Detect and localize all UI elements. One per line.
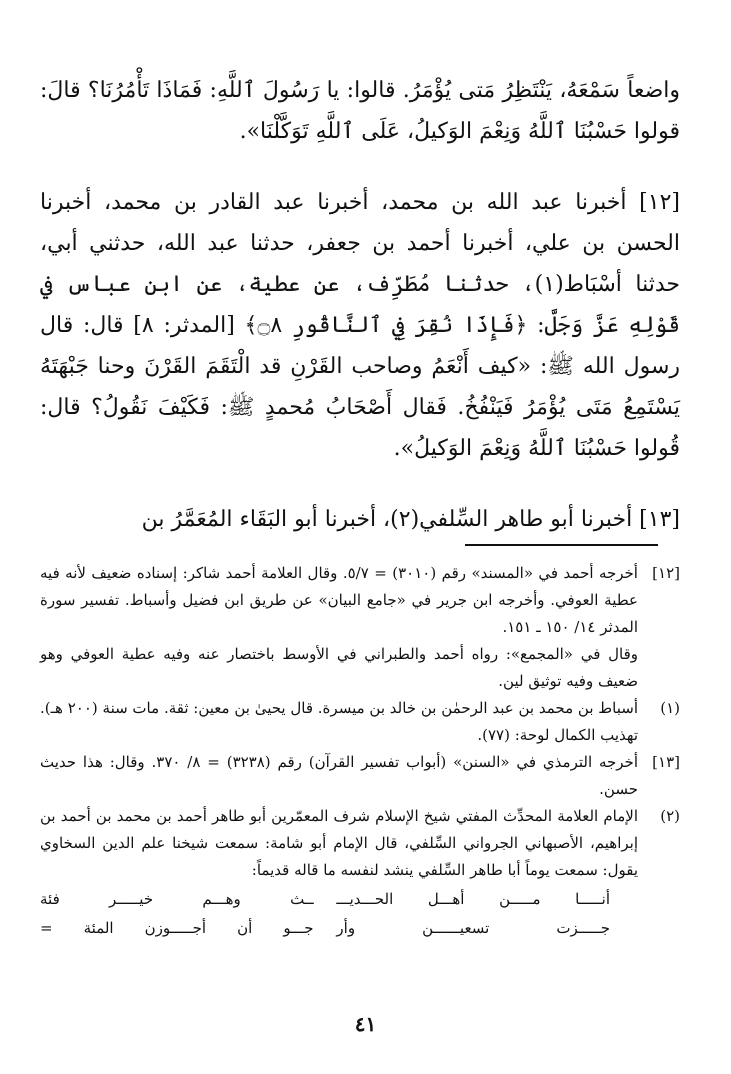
page-number: ٤١	[354, 1012, 377, 1036]
footnote-text: أخرجه أحمد في «المسند» رقم (٣٠١٠) = ٥/٧. وقال العلامة أحمد شاكر: إسناده ضعيف لأنه فيه عطية العوفي. وأخرجه ابن جرير في «جامع البيان» عن طريق ابن فضيل وأسباط. تفسير سورة المدثر ١٤/ ١٥٠ ـ ١٥١.	[40, 564, 638, 636]
footnote-text: أسباط بن محمد بن عبد الرحمٰن بن خالد بن ميسرة. قال يحيىٰ بن معين: ثقة. مات سنة (٢٠٠ هـ). تهذيب الكمال لوحة: (٧٧).	[40, 699, 639, 744]
paragraph-continuation: واضعاً سَمْعَهُ، يَنْتَظِرُ مَتى يُؤْمَرُ. قالوا: يا رَسُولَ ٱللَّهِ: فَمَاذَا تَأْمُرُنَا؟ قالَ: قولوا حَسْبُنَا ٱللَّهُ وَنِعْمَ الوَكيلُ، عَلَى ٱللَّهِ تَوَكَّلْنَا».	[40, 78, 680, 144]
footnote-separator	[465, 544, 658, 546]
verse-second-hemistich: جـــو أن أجـــــوزن المئة =	[40, 919, 314, 937]
verse-first-hemistich: أنـــــا مـــــن أهـــل الحـــديـــ	[336, 890, 610, 908]
footnote	[40, 749, 680, 803]
verse-first-hemistich: جـــــزت تسعيــــــن وأر	[336, 919, 610, 937]
footnote	[40, 560, 680, 695]
paragraph-hadith-13: [١٣] أخبرنا أبو طاهر السِّلفي(٢)، أخبرنا أبو البَقَاء المُعَمَّرُ بن	[141, 507, 680, 532]
poem-verse	[40, 915, 680, 942]
footnote-text: أخرجه الترمذي في «السنن» (أبواب تفسير القرآن) رقم (٣٢٣٨) = ٨/ ٣٧٠. وقال: هذا حديث حسن.	[40, 753, 638, 798]
footnotes	[40, 560, 680, 942]
paragraph-hadith-12: [١٢] أخبرنا عبد الله بن محمد، أخبرنا عبد القادر بن محمد، أخبرنا الحسن بن علي، أخبرنا أحمد بن جعفر، حدثنا عبد الله، حدثني أبي، حدثنا أسْبَاط(١)، حدثنا مُطَرِّف، عن عطية، عن ابن عباس في قَوْلِهِ عَزَّ وَجَلَّ: ﴿فَإِذَا نُقِرَ فِي ٱلنَّاقُورِ ۝٨﴾ [المدثر: ٨] قال: قال رسول الله ﷺ: «كيف أَنْعَمُ وصاحب القَرْنِ قد الْتَقَمَ القَرْنَ وحنا جَبْهَتَهُ يَسْتَمِعُ مَتَى يُؤْمَرُ فَيَنْفُخُ. فَقال أَصْحَابُ مُحمدٍ ﷺ: فَكَيْفَ نَقُولُ؟ قال: قُولوا حَسْبُنَا ٱللَّهُ وَنِعْمَ الوَكيلُ».	[40, 190, 681, 461]
footnote-number: (١)	[660, 699, 680, 717]
footnote	[40, 695, 680, 749]
footnote	[40, 803, 680, 884]
footnote-number: (٢)	[660, 807, 680, 825]
footnote-text: الإمام العلامة المحدِّث المفتي شيخ الإسلام شرف المعمّرين أبو طاهر أحمد بن محمد بن أحمد بن إبراهيم، الأصبهاني الجرواني السِّلفي، قال الإمام أبو شامة: سمعت شيخنا علم الدين السخاوي يقول: سمعت يوماً أبا طاهر السِّلفي ينشد لنفسه ما قاله قديماً:	[40, 807, 638, 879]
footnote-number: [١٣]	[652, 753, 680, 771]
footnote-text: وقال في «المجمع»: رواه أحمد والطبراني في الأوسط باختصار عنه وفيه عطية العوفي وهو ضعيف وفيه توثيق لين.	[40, 645, 638, 690]
verse-second-hemistich: ــث وهـــم خيـــــر فئة	[40, 890, 314, 908]
main-text	[40, 70, 680, 552]
poem-verse	[40, 886, 680, 913]
footnote-number: [١٢]	[652, 564, 680, 582]
